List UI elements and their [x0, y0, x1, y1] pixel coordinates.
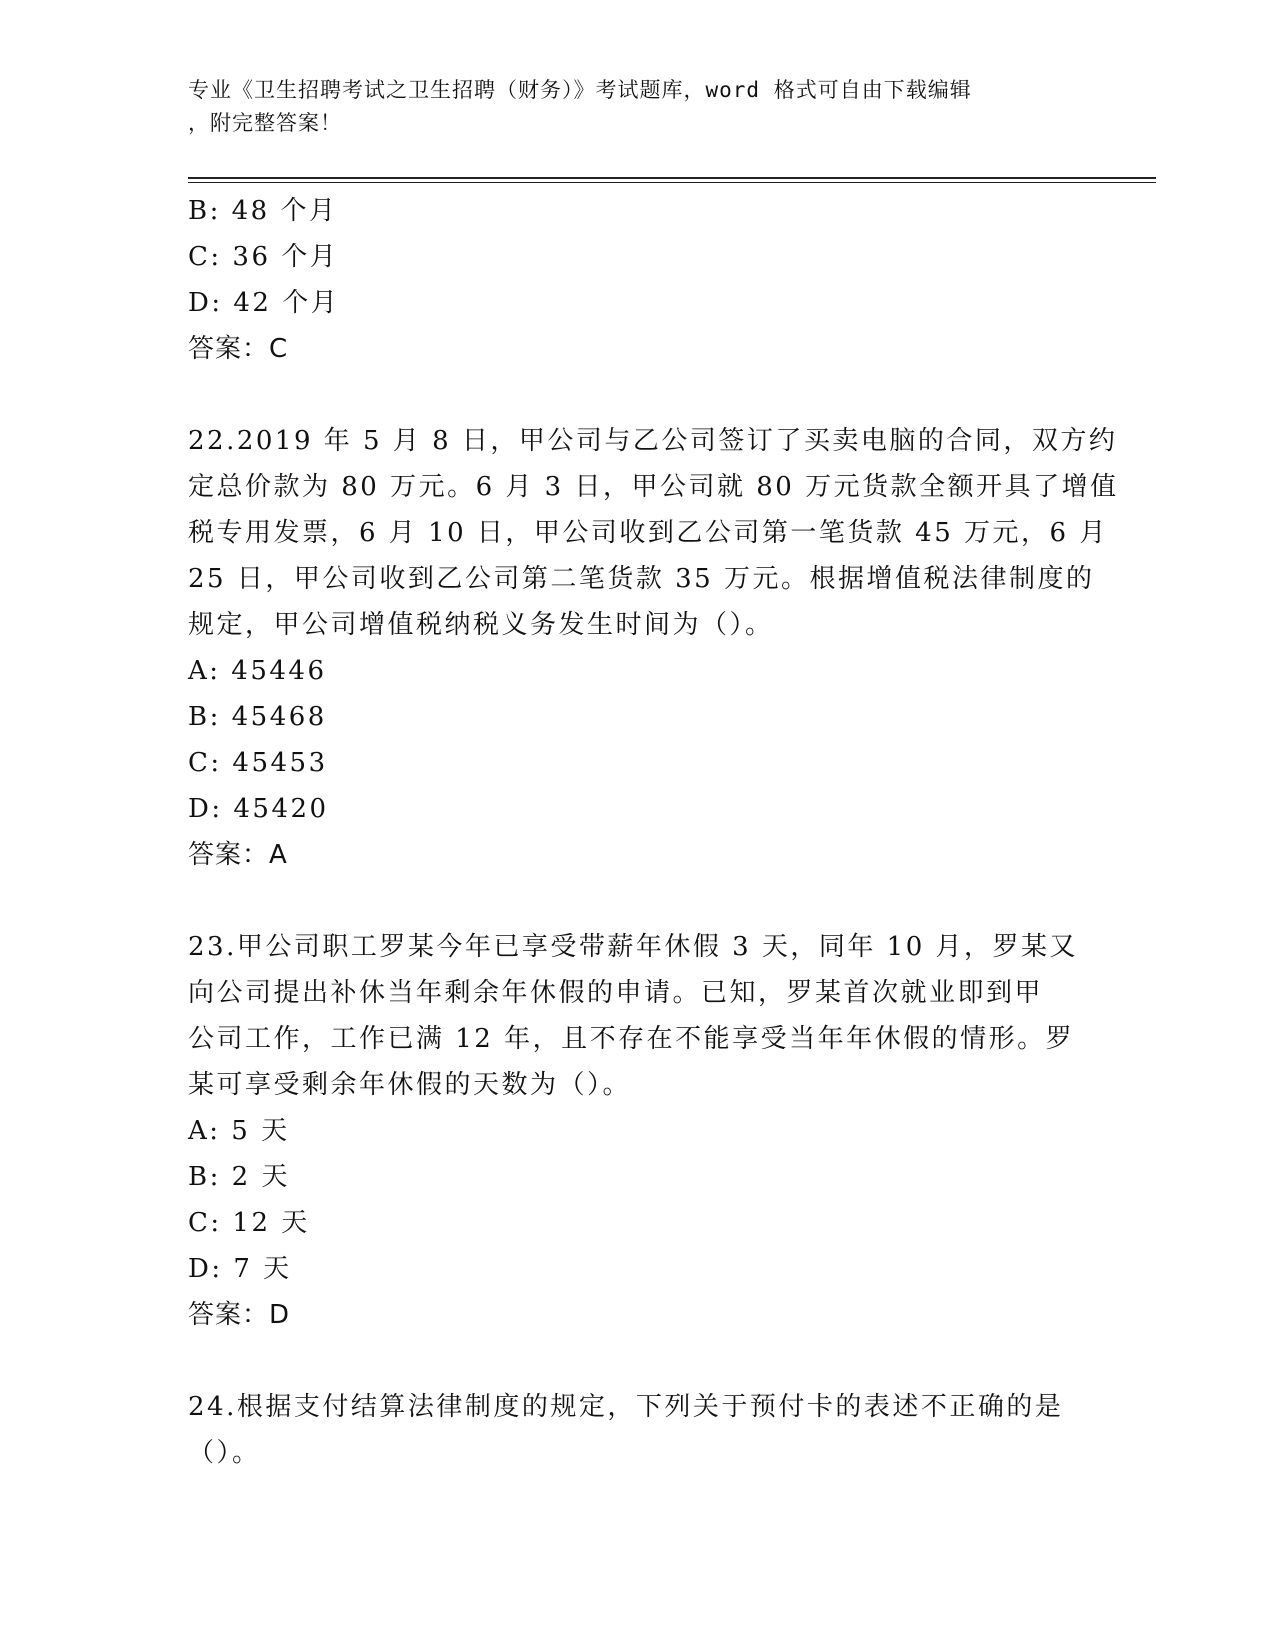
- option-d: D: 42 个月: [188, 288, 340, 318]
- document-header: [188, 74, 1088, 140]
- question-stem-line: 22.2019 年 5 月 8 日，甲公司与乙公司签订了买卖电脑的合同，双方约: [188, 426, 1118, 456]
- question-stem-line: 税专用发票，6 月 10 日，甲公司收到乙公司第一笔货款 45 万元，6 月: [188, 518, 1108, 548]
- question-stem-line: 公司工作，工作已满 12 年，且不存在不能享受当年年休假的情形。罗: [188, 1024, 1075, 1054]
- question-stem-line: 24.根据支付结算法律制度的规定，下列关于预付卡的表述不正确的是: [188, 1392, 1064, 1422]
- answer: 答案：D: [188, 1300, 291, 1330]
- option-d: D: 45420: [188, 794, 329, 824]
- document-body: [188, 188, 1119, 1476]
- question-22: [188, 418, 1119, 878]
- option-c: C: 12 天: [188, 1208, 310, 1238]
- option-c: C: 36 个月: [188, 242, 339, 272]
- question-stem-line: 23.甲公司职工罗某今年已享受带薪年休假 3 天，同年 10 月，罗某又: [188, 932, 1079, 962]
- option-d: D: 7 天: [188, 1254, 292, 1284]
- question-24: [188, 1384, 1088, 1476]
- header-line-2: ，附完整答案！: [188, 111, 342, 135]
- answer: 答案：A: [188, 840, 288, 870]
- spacer: [188, 1338, 1088, 1384]
- question-stem-line: （）。: [188, 1438, 261, 1468]
- spacer: [188, 372, 1088, 418]
- question-stem-line: 向公司提出补休当年剩余年休假的申请。已知，罗某首次就业即到甲: [188, 978, 1044, 1008]
- question-stem-line: 25 日，甲公司收到乙公司第二笔货款 35 万元。根据增值税法律制度的: [188, 564, 1095, 594]
- option-b: B: 48 个月: [188, 196, 338, 226]
- header-line-1: 专业《卫生招聘考试之卫生招聘（财务）》考试题库，word 格式可自由下载编辑: [188, 78, 972, 102]
- question-stem-line: 定总价款为 80 万元。6 月 3 日，甲公司就 80 万元货款全额开具了增值: [188, 472, 1119, 502]
- question-stem-line: 规定，甲公司增值税纳税义务发生时间为（）。: [188, 610, 774, 640]
- spacer: [188, 878, 1088, 924]
- answer: 答案：C: [188, 334, 289, 364]
- option-a: A: 5 天: [188, 1116, 290, 1146]
- option-c: C: 45453: [188, 748, 328, 778]
- option-a: A: 45446: [188, 656, 327, 686]
- question-stem-line: 某可享受剩余年休假的天数为（）。: [188, 1070, 632, 1100]
- option-b: B: 45468: [188, 702, 327, 732]
- question-23: [188, 924, 1088, 1338]
- header-rule-thin: [188, 182, 1156, 183]
- question-21-tail: [188, 188, 1088, 372]
- option-b: B: 2 天: [188, 1162, 290, 1192]
- header-rule: [188, 177, 1156, 179]
